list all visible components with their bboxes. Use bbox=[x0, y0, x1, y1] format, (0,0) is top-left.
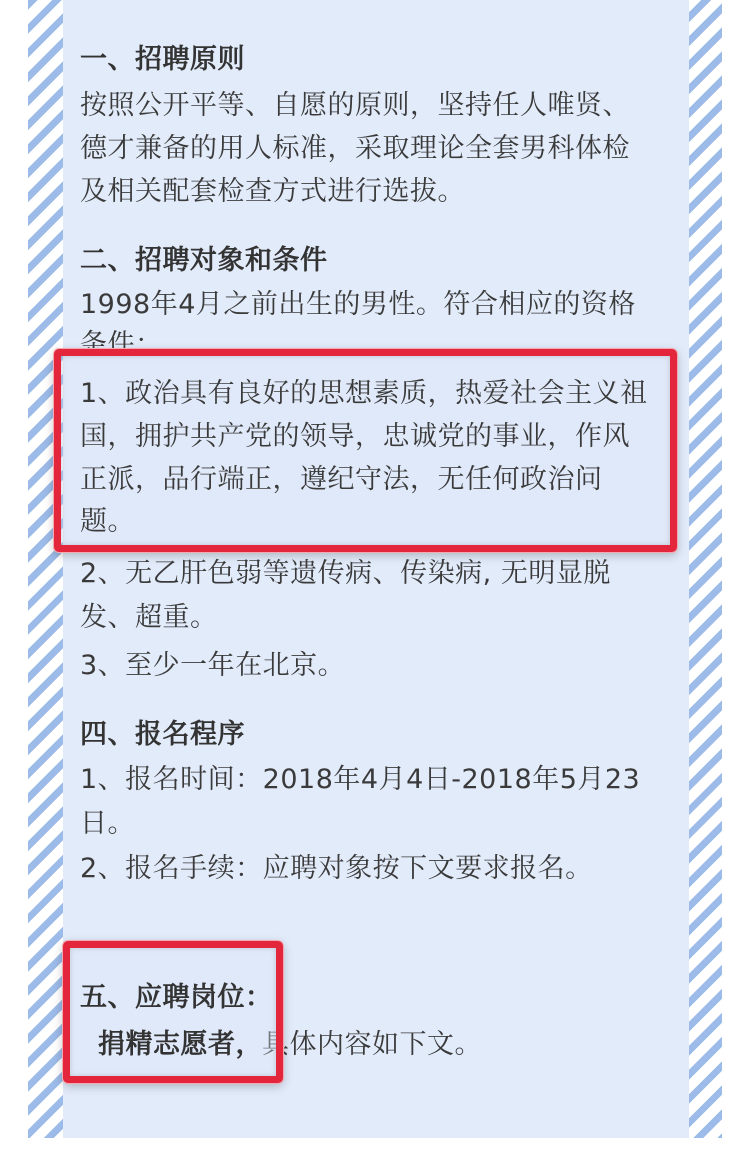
condition-2-line-2: 发、超重。 bbox=[80, 602, 218, 633]
section-1-line-3: 及相关配套检查方式进行选拔。 bbox=[80, 176, 465, 207]
condition-2-line-1: 2、无乙肝色弱等遗传病、传染病, 无明显脱 bbox=[80, 558, 611, 589]
condition-3: 3、至少一年在北京。 bbox=[80, 650, 346, 681]
section-4-line-3: 2、报名手续：应聘对象按下文要求报名。 bbox=[80, 853, 593, 884]
section-1-line-2: 德才兼备的用人标准，采取理论全套男科体检 bbox=[80, 133, 630, 164]
section-2-line-1: 1998年4月之前出生的男性。符合相应的资格 bbox=[80, 289, 636, 320]
section-1-heading: 一、招聘原则 bbox=[80, 44, 245, 75]
section-5-rest: 具体内容如下文。 bbox=[262, 1029, 482, 1060]
section-2-line-2: 条件： bbox=[80, 329, 163, 360]
condition-1-line-1: 1、政治具有良好的思想素质，热爱社会主义祖 bbox=[80, 378, 648, 409]
section-4-heading: 四、报名程序 bbox=[80, 719, 245, 750]
section-4-line-1: 1、报名时间：2018年4月4日-2018年5月23 bbox=[80, 764, 641, 795]
section-1-line-1: 按照公开平等、自愿的原则，坚持任人唯贤、 bbox=[80, 90, 630, 121]
section-5-position: 捐精志愿者， bbox=[98, 1029, 263, 1060]
section-5-heading: 五、应聘岗位： bbox=[80, 982, 273, 1013]
section-4-line-2: 日。 bbox=[80, 808, 135, 839]
condition-1-line-3: 正派，品行端正，遵纪守法，无任何政治问 bbox=[80, 464, 603, 495]
condition-1-line-2: 国，拥护共产党的领导，忠诚党的事业，作风 bbox=[80, 421, 630, 452]
condition-1-line-4: 题。 bbox=[80, 506, 135, 537]
section-2-heading: 二、招聘对象和条件 bbox=[80, 245, 328, 276]
